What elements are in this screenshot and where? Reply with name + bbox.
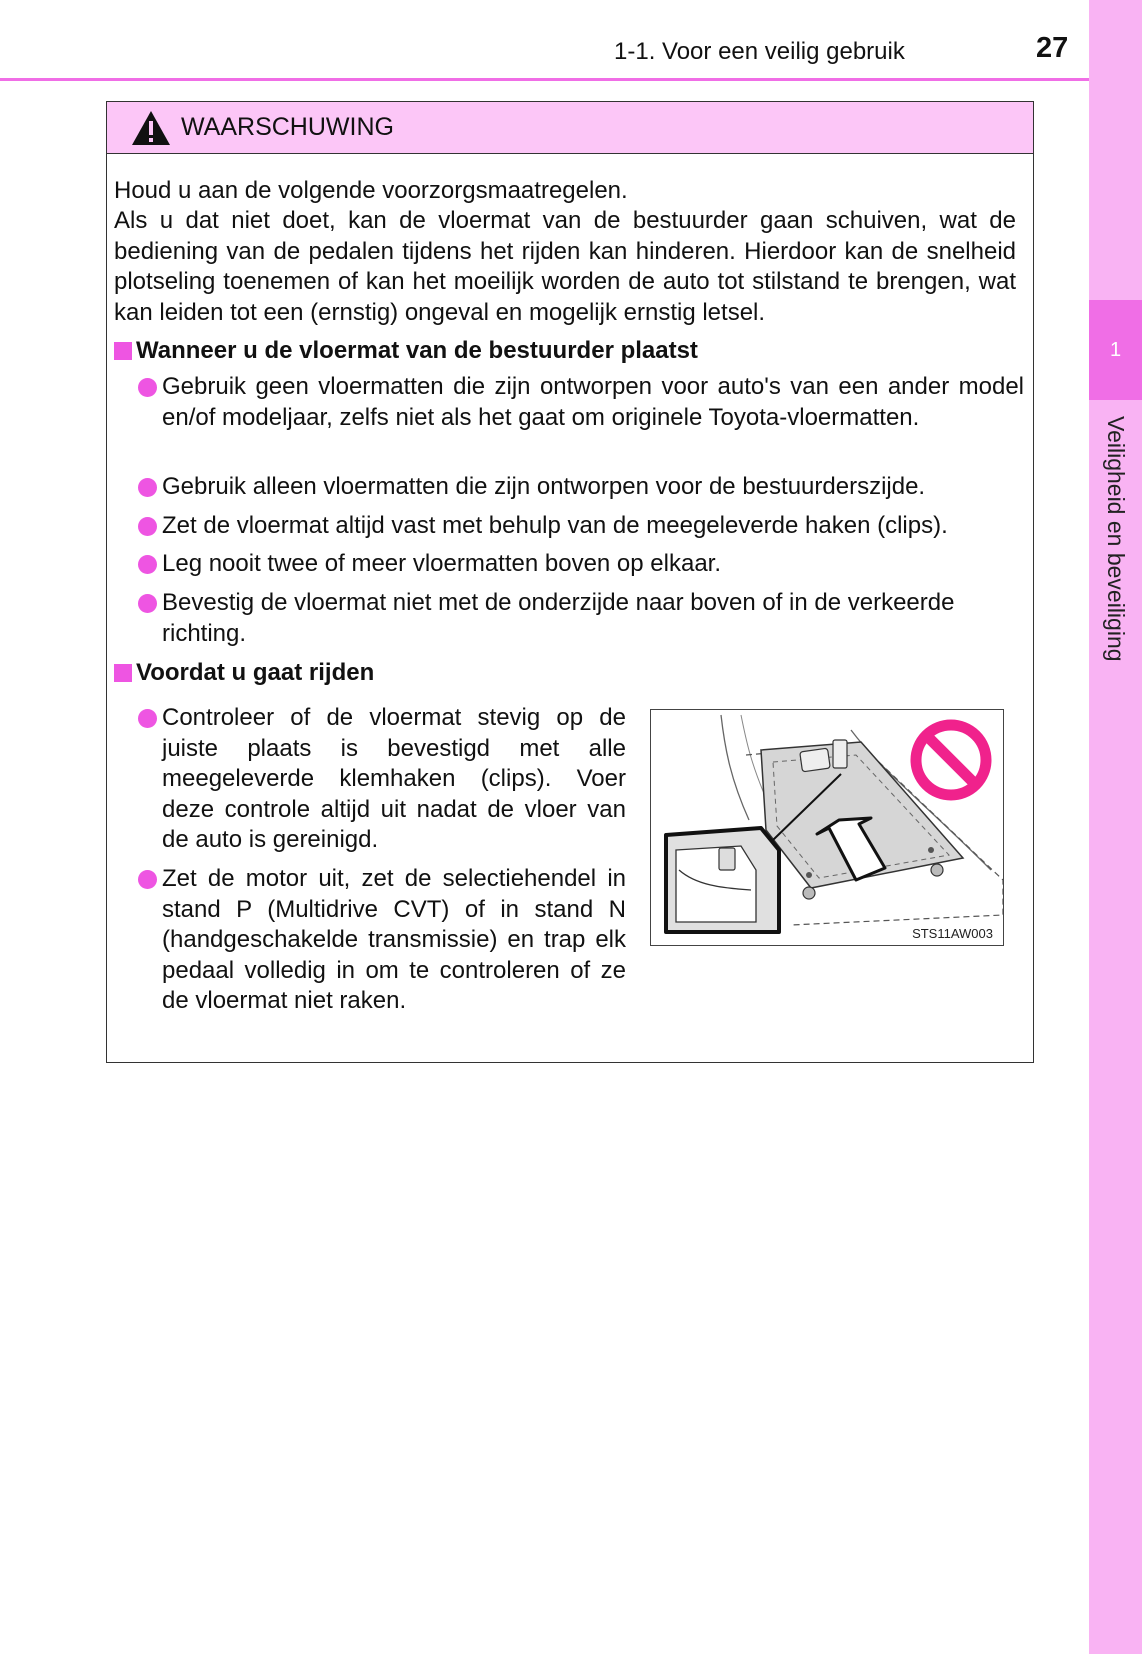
list-item: Leg nooit twee of meer vloermatten boven op elkaar. xyxy=(138,549,1024,580)
section-heading-placing xyxy=(114,336,698,366)
bullet-dot-icon xyxy=(138,709,157,728)
list-item: Zet de vloermat altijd vast met behulp van de meegeleverde haken (clips). xyxy=(138,511,1024,542)
list-item: Gebruik alleen vloermatten die zijn ontworpen voor de bestuurderszijde. xyxy=(138,472,1024,503)
page-number: 27 xyxy=(1036,32,1069,64)
section-heading-text: Voordat u gaat rijden xyxy=(136,659,375,686)
prohibited-icon xyxy=(916,725,986,795)
bullet-dot-icon xyxy=(138,478,157,497)
square-bullet-icon xyxy=(114,664,132,682)
bullet-dot-icon xyxy=(138,594,157,613)
list-item: Zet de motor uit, zet de selectiehendel in stand P (Multidrive CVT) of in stand N (handgeschakelde transmissie) en trap elk pedaal volledig in om te controleren of ze de vloermat niet raken. xyxy=(138,864,626,1017)
bullet-dot-icon xyxy=(138,870,157,889)
section-heading-text: Wanneer u de vloermat van de bestuurder plaatst xyxy=(136,337,698,364)
list-item: Bevestig de vloermat niet met de onderzijde naar boven of in de verkeerde richting. xyxy=(138,588,1024,649)
bullet-dot-icon xyxy=(138,555,157,574)
header-divider xyxy=(0,78,1089,81)
chapter-label: Veiligheid en beveiliging xyxy=(1103,416,1129,662)
list-item: Gebruik geen vloermatten die zijn ontworpen voor auto's van een ander model en/of modeljaar, zelfs niet als het gaat om originele Toyota-vloermatten. xyxy=(138,372,1024,433)
section-heading-before-driving xyxy=(114,658,374,688)
list-item: Controleer of de vloermat stevig op de juiste plaats is bevestigd met alle meegeleverde klemhaken (clips). Voer deze controle altijd uit nadat de vloer van de auto is gereinigd. xyxy=(138,703,626,856)
warning-header xyxy=(107,102,1033,154)
section-title: 1-1. Voor een veilig gebruik xyxy=(614,38,905,65)
warning-triangle-icon xyxy=(131,110,171,146)
warning-title: WAARSCHUWING xyxy=(181,113,394,141)
warning-intro: Houd u aan de volgende voorzorgsmaatregelen. xyxy=(114,177,628,204)
square-bullet-icon xyxy=(114,342,132,360)
side-strip xyxy=(1089,0,1142,1654)
chapter-number: 1 xyxy=(1109,338,1122,361)
floor-mat-illustration xyxy=(650,709,1004,946)
figure-code: STS11AW003 xyxy=(912,926,993,941)
floor-mat-drawing xyxy=(651,710,1004,946)
bullet-dot-icon xyxy=(138,378,157,397)
warning-paragraph: Als u dat niet doet, kan de vloermat van de bestuurder gaan schuiven, wat de bediening van de pedalen tijdens het rijden kan hinderen. Hierdoor kan de snelheid plotseling toenemen of kan het moeilijk worden de auto tot stilstand te brengen, wat kan leiden tot een (ernstig) ongeval en mogelijk ernstig letsel. xyxy=(114,207,1016,326)
chapter-tab[interactable] xyxy=(1089,300,1142,400)
bullet-dot-icon xyxy=(138,517,157,536)
